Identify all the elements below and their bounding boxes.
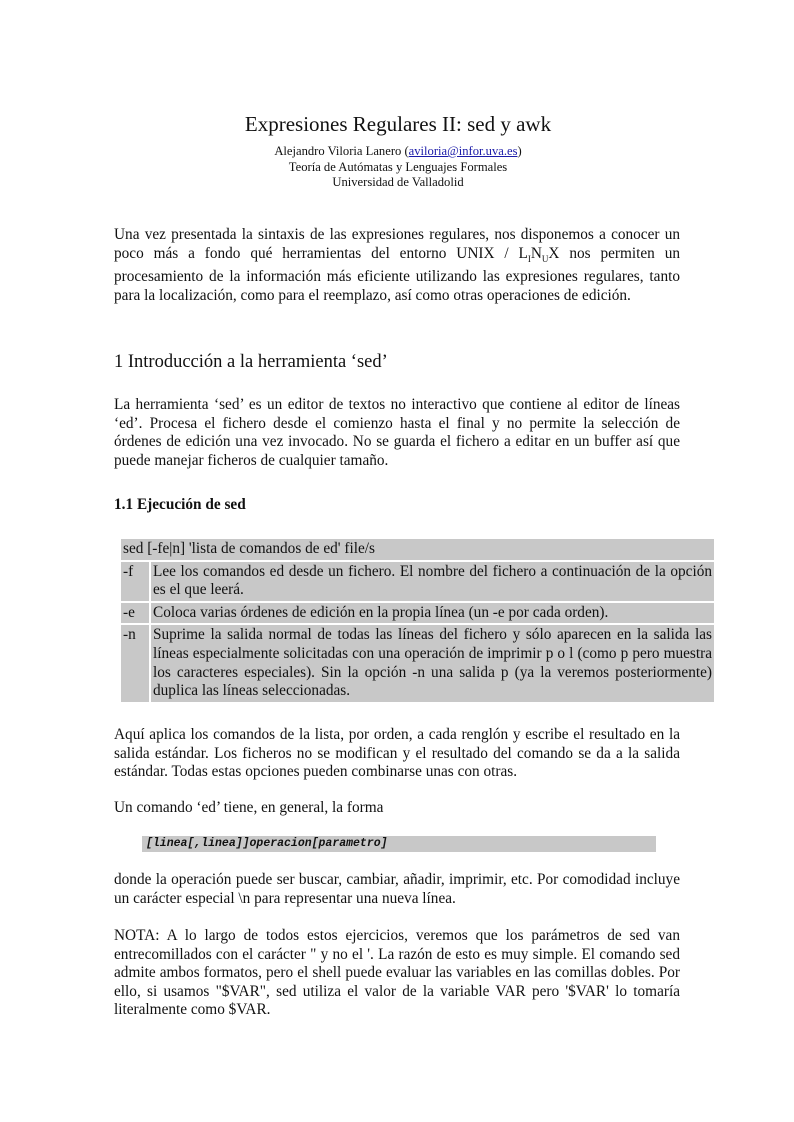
option-flag: -n (121, 625, 149, 701)
table-header-cell: sed [-fe|n] 'lista de comandos de ed' file/s (121, 539, 714, 560)
sed-behaviour-paragraph: Aquí aplica los comandos de la lista, por orden, a cada renglón y escribe el resultado en la salida estándar. Los ficheros no se modifican y el resultado del comando se da a la salida estándar. Todas estas opciones pueden combinarse unas con otras. (114, 726, 680, 781)
course-name: Teoría de Autómatas y Lenguajes Formales (288, 159, 508, 174)
subsection-heading-ejecucion: 1.1 Ejecución de sed (114, 496, 246, 513)
university-name: Universidad de Valladolid (332, 175, 464, 189)
table-header-row (121, 539, 714, 560)
table-row (121, 625, 714, 701)
author-email-link[interactable]: aviloria@infor.uva.es (408, 144, 518, 158)
operation-paragraph: donde la operación puede ser buscar, cambiar, añadir, imprimir, etc. Por comodidad incluye un carácter especial \n para representar una nueva línea. (114, 871, 680, 907)
author-block (114, 144, 682, 191)
option-flag: -e (121, 603, 149, 624)
sed-options-table (119, 537, 716, 704)
command-form-paragraph: Un comando ‘ed’ tiene, en general, la forma (114, 799, 384, 816)
table-row (121, 603, 714, 624)
author-line (114, 144, 682, 160)
option-description: Suprime la salida normal de todas las líneas del fichero y sólo aparecen en la salida las líneas especialmente solicitadas con una operación de imprimir p o l (como p pero muestra los caracteres especiales). Sin la opción -n una salida p (ya la veremos posteriormente) duplica las líneas seleccionadas. (151, 625, 714, 701)
intro-text-before: Una vez presentada la sintaxis de las expresiones regulares, nos disponemos a conocer un poco más a fondo qué herramientas del entorno UNIX / (114, 226, 680, 262)
intro-text-after: nos permiten un procesamiento de la información más eficiente utilizando las expresiones regulares, tanto para la localización, como para el reemplazo, así como otras operaciones de edición. (114, 244, 680, 304)
linux-letter-x: X (548, 244, 560, 262)
option-flag: -f (121, 562, 149, 601)
author-paren-close: ) (517, 144, 522, 158)
document-title: Expresiones Regulares II: sed y awk (244, 112, 552, 136)
command-syntax-code: [linea[,linea]]operacion[parametro] (142, 836, 656, 852)
linux-letter-u: U (541, 253, 549, 264)
option-description: Coloca varias órdenes de edición en la propia línea (un -e por cada orden). (151, 603, 714, 624)
table-row (121, 562, 714, 601)
linux-letter-i: I (527, 253, 531, 264)
sed-description-paragraph: La herramienta ‘sed’ es un editor de textos no interactivo que contiene al editor de líneas ‘ed’. Procesa el fichero desde el comienzo hasta el final y no permite la selección de órdenes de edición una vez invocado. No se guarda el fichero a editar en un buffer así que puede manejar ficheros de cualquier tamaño. (114, 396, 680, 469)
author-name: Alejandro Viloria Lanero ( (274, 144, 409, 158)
section-heading-intro-sed: 1 Introducción a la herramienta ‘sed’ (114, 352, 388, 372)
option-description: Lee los comandos ed desde un fichero. El nombre del fichero a continuación de la opción es el que leerá. (151, 562, 714, 601)
linux-letter-l: L (518, 244, 528, 262)
linux-letter-n: N (530, 244, 542, 262)
linux-logo-text (519, 245, 560, 262)
note-paragraph: NOTA: A lo largo de todos estos ejercicios, veremos que los parámetros de sed van entrecomillados con el carácter " y no el '. La razón de esto es muy simple. El comando sed admite ambos formatos, pero el shell puede evaluar las variables en las comillas dobles. Por ello, si usamos "$VAR", sed utiliza el valor de la variable VAR pero '$VAR' lo tomaría literalmente como $VAR. (114, 927, 680, 1019)
intro-paragraph (114, 226, 680, 305)
